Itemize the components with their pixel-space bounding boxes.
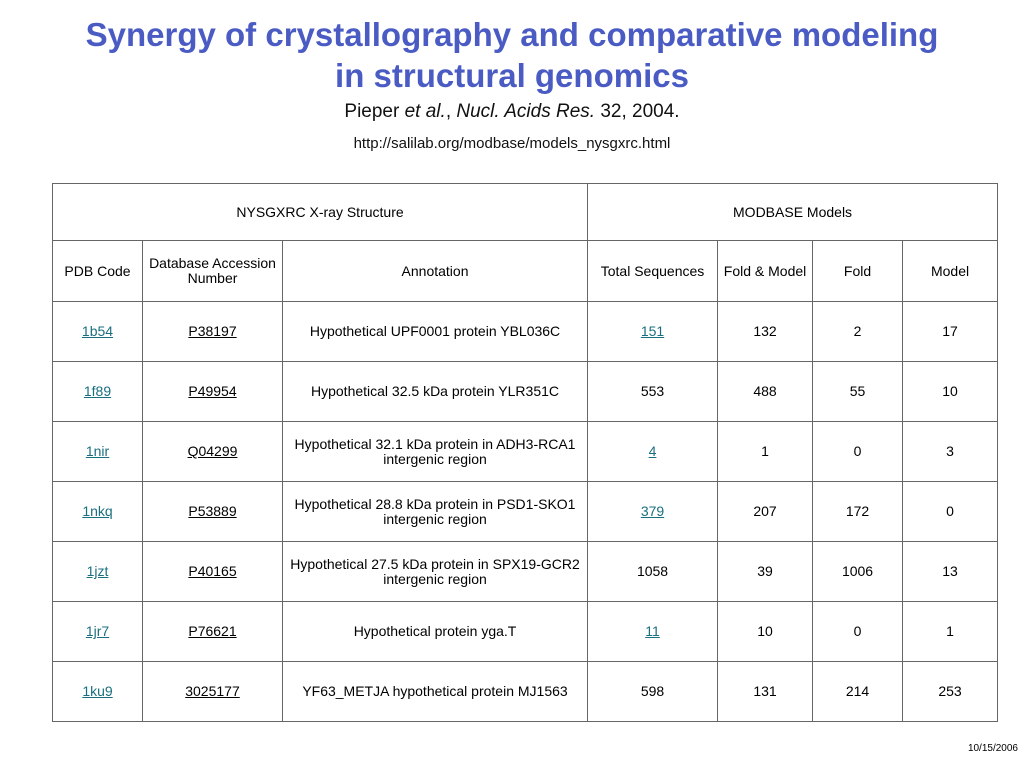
cell-fold: 1006 xyxy=(813,542,903,602)
source-url[interactable]: http://salilab.org/modbase/models_nysgxrc.html xyxy=(353,135,671,152)
cell-accession[interactable]: P40165 xyxy=(143,542,283,602)
slide-title xyxy=(0,14,1024,96)
cell-pdb-code[interactable]: 1f89 xyxy=(53,362,143,422)
cell-model: 10 xyxy=(903,362,998,422)
header-accession: Database Accession Number xyxy=(143,241,283,302)
cell-fold: 55 xyxy=(813,362,903,422)
table-row xyxy=(53,602,998,662)
citation-etal: et al. xyxy=(404,101,446,122)
cell-accession[interactable]: 3025177 xyxy=(143,662,283,722)
table-row xyxy=(53,422,998,482)
header-model: Model xyxy=(903,241,998,302)
cell-accession[interactable]: Q04299 xyxy=(143,422,283,482)
cell-pdb-code[interactable]: 1b54 xyxy=(53,302,143,362)
cell-total-sequences: 1058 xyxy=(588,542,718,602)
header-fold: Fold xyxy=(813,241,903,302)
cell-annotation: Hypothetical protein yga.T xyxy=(283,602,588,662)
header-total-sequences: Total Sequences xyxy=(588,241,718,302)
cell-model: 13 xyxy=(903,542,998,602)
cell-total-sequences[interactable]: 4 xyxy=(588,422,718,482)
cell-model: 0 xyxy=(903,482,998,542)
cell-fold-model: 10 xyxy=(718,602,813,662)
cell-fold: 214 xyxy=(813,662,903,722)
cell-model: 1 xyxy=(903,602,998,662)
group-header-modbase: MODBASE Models xyxy=(588,184,998,241)
citation-rest: 32, 2004. xyxy=(595,101,680,122)
cell-model: 17 xyxy=(903,302,998,362)
table-row xyxy=(53,362,998,422)
cell-model: 253 xyxy=(903,662,998,722)
cell-total-sequences: 553 xyxy=(588,362,718,422)
cell-pdb-code[interactable]: 1jr7 xyxy=(53,602,143,662)
cell-fold: 0 xyxy=(813,422,903,482)
group-header-xray: NYSGXRC X-ray Structure xyxy=(53,184,588,241)
cell-pdb-code[interactable]: 1nkq xyxy=(53,482,143,542)
cell-accession[interactable]: P38197 xyxy=(143,302,283,362)
group-header-row xyxy=(53,184,998,241)
citation xyxy=(0,101,1024,123)
table-row xyxy=(53,542,998,602)
citation-sep: , xyxy=(445,101,457,122)
slide-date: 10/15/2006 xyxy=(967,743,1018,754)
cell-accession[interactable]: P53889 xyxy=(143,482,283,542)
title-line-1: Synergy of crystallography and comparative modeling xyxy=(85,16,939,53)
table-row xyxy=(53,662,998,722)
column-header-row xyxy=(53,241,998,302)
cell-annotation: Hypothetical 32.5 kDa protein YLR351C xyxy=(283,362,588,422)
cell-fold: 2 xyxy=(813,302,903,362)
cell-accession[interactable]: P49954 xyxy=(143,362,283,422)
cell-pdb-code[interactable]: 1nir xyxy=(53,422,143,482)
cell-total-sequences[interactable]: 379 xyxy=(588,482,718,542)
title-line-2: in structural genomics xyxy=(335,57,689,94)
cell-fold-model: 207 xyxy=(718,482,813,542)
cell-pdb-code[interactable]: 1jzt xyxy=(53,542,143,602)
cell-fold: 0 xyxy=(813,602,903,662)
results-table xyxy=(52,183,998,722)
table-row xyxy=(53,482,998,542)
header-fold-model: Fold & Model xyxy=(718,241,813,302)
cell-model: 3 xyxy=(903,422,998,482)
cell-fold-model: 132 xyxy=(718,302,813,362)
cell-fold-model: 131 xyxy=(718,662,813,722)
cell-pdb-code[interactable]: 1ku9 xyxy=(53,662,143,722)
citation-journal: Nucl. Acids Res. xyxy=(456,101,596,122)
cell-annotation: Hypothetical 27.5 kDa protein in SPX19-GCR2 intergenic region xyxy=(283,542,588,602)
cell-fold: 172 xyxy=(813,482,903,542)
cell-total-sequences: 598 xyxy=(588,662,718,722)
cell-accession[interactable]: P76621 xyxy=(143,602,283,662)
table-row xyxy=(53,302,998,362)
citation-authors: Pieper xyxy=(344,101,400,122)
cell-fold-model: 488 xyxy=(718,362,813,422)
header-annotation: Annotation xyxy=(283,241,588,302)
cell-total-sequences[interactable]: 151 xyxy=(588,302,718,362)
cell-annotation: YF63_METJA hypothetical protein MJ1563 xyxy=(283,662,588,722)
cell-fold-model: 1 xyxy=(718,422,813,482)
cell-annotation: Hypothetical UPF0001 protein YBL036C xyxy=(283,302,588,362)
cell-fold-model: 39 xyxy=(718,542,813,602)
cell-total-sequences[interactable]: 11 xyxy=(588,602,718,662)
cell-annotation: Hypothetical 28.8 kDa protein in PSD1-SKO1 intergenic region xyxy=(283,482,588,542)
header-pdb-code: PDB Code xyxy=(53,241,143,302)
cell-annotation: Hypothetical 32.1 kDa protein in ADH3-RCA1 intergenic region xyxy=(283,422,588,482)
